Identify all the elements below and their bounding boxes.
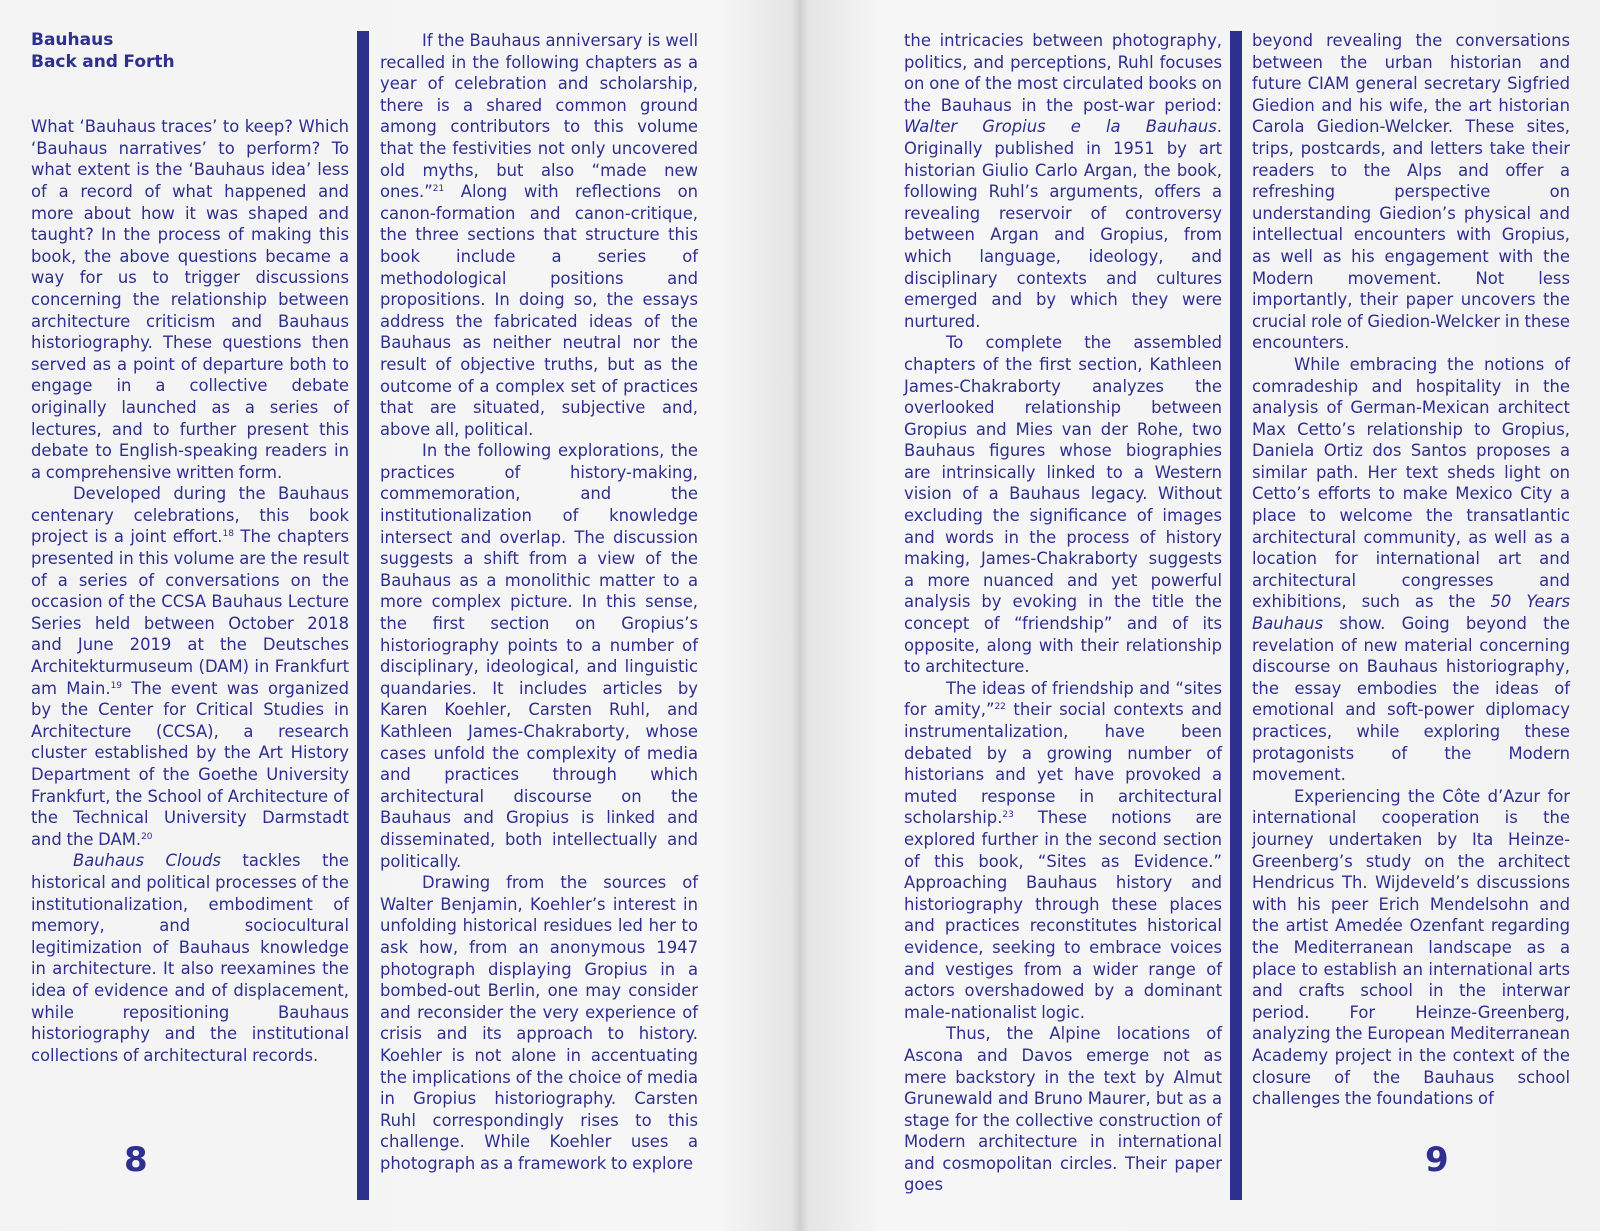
footnote-ref: 18: [222, 529, 234, 540]
footnote-ref: 19: [110, 680, 123, 691]
title-line-2: Back and Forth: [31, 51, 175, 72]
paragraph: The ideas of friendship and “sites for amity,”$^{22}$ their social contexts and instrumentalization, have been debated by a growing number of historians and yet have provoked a muted response in architectural scholarship.$^{23}$ These notions are explored further in the second section of this book, “Sites as Evidence.” Approaching Bauhaus history and historiography through these places and practices reconstitutes historical evidence, seeking to embrace voices and vestiges from a wider range of actors overshadowed by a dominant male-nationalist logic.: [904, 678, 1222, 1022]
paragraph: In the following explorations, the practices of history-making, commemoration, and the institutionalization of knowledge intersect and overlap. The discussion suggests a shift from a view of the Bauhaus as a monolithic matter to a more complex picture. In this sense, the first section on Gropius’s historiography points to a number of disciplinary, ideological, and linguistic quandaries. It includes articles by Karen Koehler, Carsten Ruhl, and Kathleen James-Chakraborty, whose cases unfold the complexity of media and practices through which architectural discourse on the Bauhaus and Gropius is linked and disseminated, both intellectually and politically.: [380, 441, 698, 871]
running-title: [31, 30, 349, 73]
paragraph: Drawing from the sources of Walter Benjamin, Koehler’s interest in unfolding historical residues led her to ask how, from an anonymous 1947 photograph displaying Gropius in a bombed-out Berlin, one may consider and reconsider the very experience of crisis and its approach to history. Koehler is not alone in accentuating the implications of the choice of media in Gropius historiography. Carsten Ruhl correspondingly rises to this challenge. While Koehler uses a photograph as a framework to explore: [380, 873, 698, 1173]
title-line-1: Bauhaus: [31, 30, 114, 50]
paragraph: Thus, the Alpine locations of Ascona and Davos emerge not as mere backstory in the text by Almut Grunewald and Bruno Maurer, but as a stage for the collective construction of Modern architecture in international and cosmopolitan circles. Their paper goes: [904, 1024, 1222, 1195]
footnote-ref: 22: [994, 702, 1006, 713]
right-column-1: [904, 30, 1222, 1196]
paragraph: Experiencing the Côte d’Azur for international cooperation is the journey undertaken by Ita Heinze-Greenberg’s study on the architect Hendricus Th. Wijdeveld’s discussions with his peer Erich Mendelsohn and the artist Amedée Ozenfant regarding the Mediterranean landscape as a place to establish an international arts and crafts school in the interwar period. For Heinze-Greenberg, analyzing the European Mediterranean Academy project in the context of the closure of the Bauhaus school challenges the foundations of: [1252, 786, 1570, 1109]
paragraph: What ‘Bauhaus traces’ to keep? Which ‘Bauhaus narratives’ to perform? To what extent is the ‘Bauhaus idea’ less of a record of what happened and more about how it was shaped and taught? In the process of making this book, the above questions became a way for us to trigger discussions concerning the relationship between architecture criticism and Bauhaus historiography. These questions then served as a point of departure both to engage in a collective debate originally launched as a series of lectures, and to further present this debate to English-speaking readers in a comprehensive written form.: [31, 117, 349, 482]
left-column-2: [380, 30, 698, 1174]
right-page: [800, 0, 1600, 1231]
paragraph: beyond revealing the conversations between the urban historian and future CIAM general secretary Sigfried Giedion and his wife, the art historian Carola Giedion-Welcker. These sites, trips, postcards, and letters take their readers to the Alps and offer a refreshing perspective on understanding Giedion’s physical and intellectual encounters with Gropius, as well as his engagement with the Modern movement. Not less importantly, their paper uncovers the crucial role of Giedion-Welcker in these encounters.: [1252, 31, 1570, 353]
vertical-rule: [1230, 31, 1242, 1200]
footnote-ref: 23: [1002, 810, 1014, 821]
footnote-ref: 20: [141, 831, 153, 842]
paragraph: the intricacies between photography, politics, and perceptions, Ruhl focuses on one of the most circulated books on the Bauhaus in the post-war period: Walter Gropius e la Bauhaus. Originally published in 1951 by art historian Giulio Carlo Argan, the book, following Ruhl’s arguments, offers a revealing reservoir of controversy between Argan and Gropius, from which language, ideology, and disciplinary contexts and cultures emerged and by which they were nurtured.: [904, 31, 1222, 331]
vertical-rule: [357, 31, 369, 1200]
page-number: 8: [124, 1140, 148, 1180]
footnote-ref: 21: [432, 184, 445, 195]
page-number: 9: [1425, 1140, 1449, 1180]
paragraph: Bauhaus Clouds tackles the historical and political processes of the institutionalization, embodiment of memory, and sociocultural legitimization of Bauhaus knowledge in architecture. It also reexamines the idea of evidence and of displacement, while repositioning Bauhaus historiography and the institutional collections of architectural records.: [31, 851, 349, 1065]
book-title: Bauhaus Clouds: [73, 851, 221, 871]
paragraph: While embracing the notions of comradeship and hospitality in the analysis of German-Mexican architect Max Cetto’s relationship to Gropius, Daniela Ortiz dos Santos proposes a similar path. Her text sheds light on Cetto’s efforts to make Mexico City a place to welcome the transatlantic architectural community, as well as a location for international art and architectural congresses and exhibitions, such as the 50 Years Bauhaus show. Going beyond the revelation of new material concerning discourse on Bauhaus historiography, the essay embodies the ideas of emotional and soft-power diplomacy practices, while exploring these protagonists of the Modern movement.: [1252, 354, 1570, 785]
left-column-1: [31, 30, 349, 1066]
book-title: Walter Gropius e la Bauhaus: [904, 117, 1217, 137]
paragraph: If the Bauhaus anniversary is well recalled in the following chapters as a year of celebration and scholarship, there is a shared common ground among contributors to this volume that the festivities not only uncovered old myths, but also “made new ones.”$^{21}$ Along with reflections on canon-formation and canon-critique, the three sections that structure this book include a series of methodological positions and propositions. In doing so, the essays address the fabricated ideas of the Bauhaus as neither neutral nor the result of objective truths, but as the outcome of a complex set of practices that are situated, subjective and, above all, political.: [380, 31, 698, 439]
paragraph: To complete the assembled chapters of the first section, Kathleen James-Chakraborty analyzes the overlooked relationship between Gropius and Mies van der Rohe, two Bauhaus figures whose biographies are intrinsically linked to a Western vision of a Bauhaus legacy. Without excluding the significance of images and words in the process of history making, James-Chakraborty suggests a more nuanced and yet powerful analysis by evoking in the title the concept of “friendship” and of its opposite, along with their relationship to architecture.: [904, 333, 1222, 677]
paragraph: Developed during the Bauhaus centenary celebrations, this book project is a joint effort.$^{18}$ The chapters presented in this volume are the result of a series of conversations on the occasion of the CCSA Bauhaus Lecture Series held between October 2018 and June 2019 at the Deutsches Architekturmuseum (DAM) in Frankfurt am Main.$^{19}$ The event was organized by the Center for Critical Studies in Architecture (CCSA), a research cluster established by the Art History Department of the Goethe University Frankfurt, the School of Architecture of the Technical University Darmstadt and the DAM.$^{20}$: [31, 484, 349, 849]
exhibition-title: 50 Years Bauhaus: [1252, 592, 1570, 634]
right-column-2: [1252, 30, 1570, 1110]
